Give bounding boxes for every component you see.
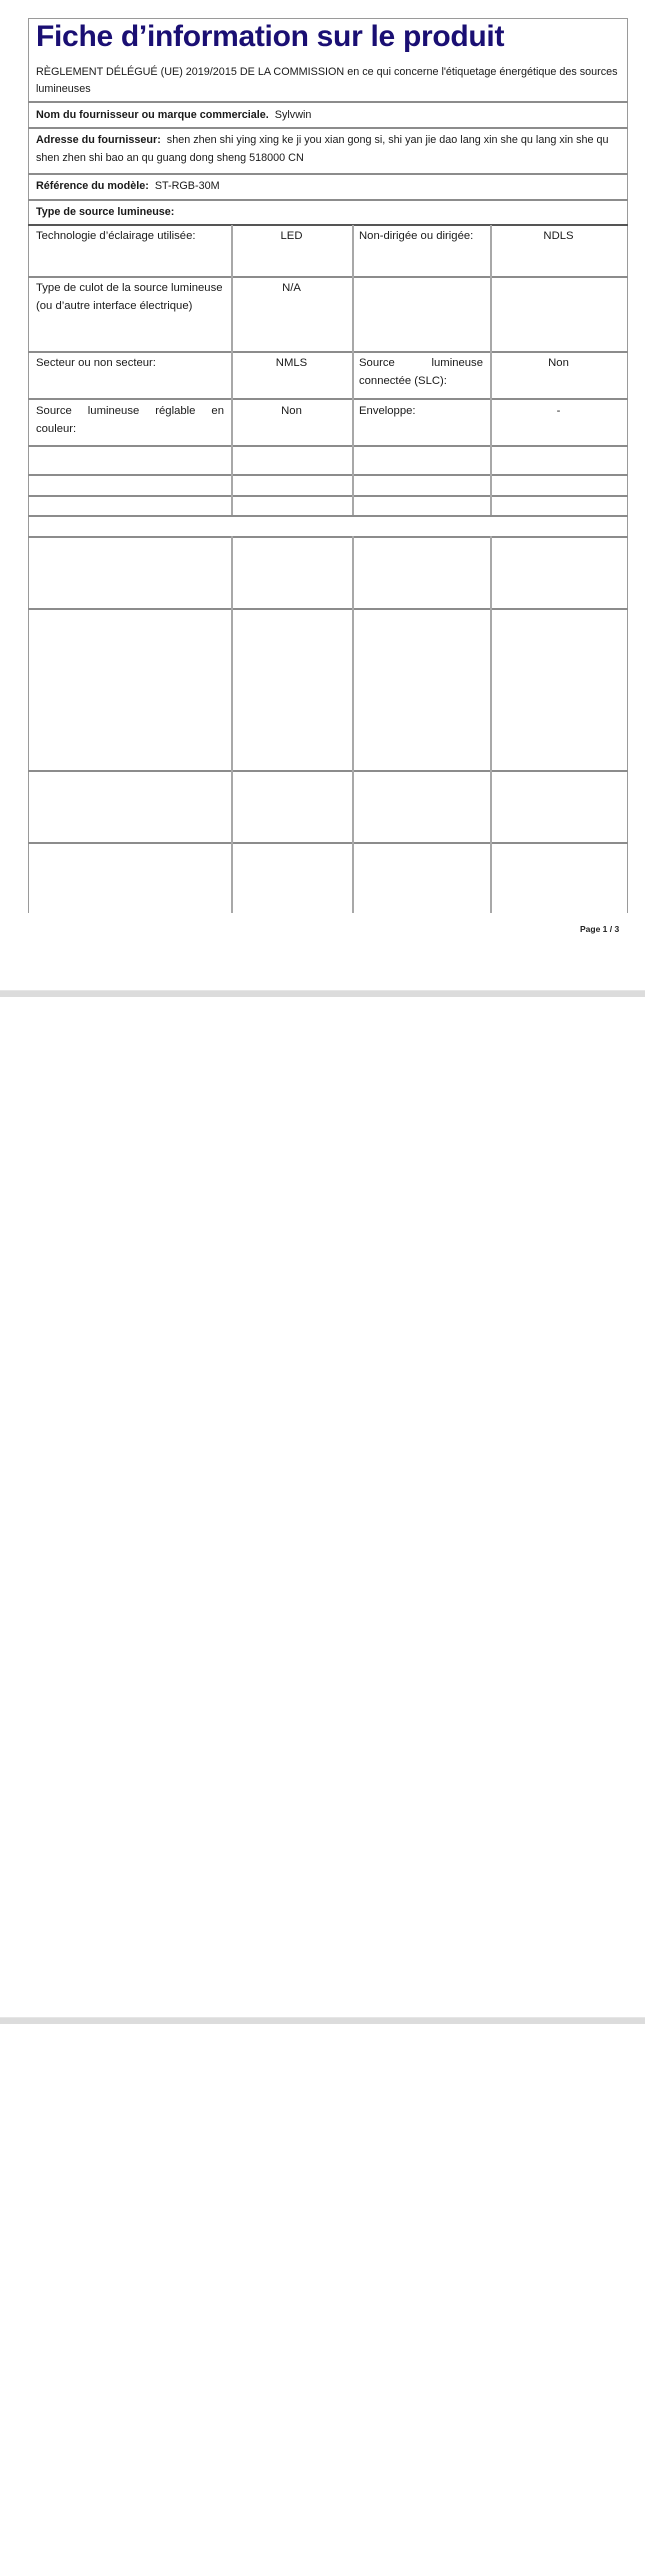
page-separator-2 [0,2017,645,2024]
envelope-value: - [556,405,561,417]
page-1 [0,0,645,990]
supplier-address-label: Adresse du fournisseur: [36,134,161,146]
model-value: ST-RGB-30M [154,180,220,192]
cap-type-label: Type de culot de la source lumineuse (ou d’autre interface électrique) [36,282,223,312]
supplier-name-row [29,105,627,125]
connected-value: Non [548,357,569,369]
envelope-label: Enveloppe: [359,405,416,417]
page-number-1: Page 1 / 3 [580,924,620,934]
directional-value: NDLS [543,230,574,242]
mains-label: Secteur ou non secteur: [36,357,156,369]
cap-type-value: N/A [282,282,301,294]
source-type-header: Type de source lumineuse: [36,206,175,218]
directional-label: Non-dirigée ou dirigée: [359,230,474,242]
mains-value: NMLS [275,357,308,369]
page-title: Fiche d’information sur le produit [36,20,505,53]
regulation-text: RÈGLEMENT DÉLÉGUÉ (UE) 2019/2015 DE LA COMMISSION en ce qui concerne l'étiquetage énergétique des sources lumineuses [36,66,618,95]
model-label: Référence du modèle: [36,180,149,192]
supplier-name-label: Nom du fournisseur ou marque commerciale. [36,109,269,121]
connected-label: Source lumineuse connectée (SLC): [359,357,483,387]
supplier-address-value: shen zhen shi ying xing ke ji you xian gong si, shi yan jie dao lang xin she qu lang xin she qu shen zhen shi bao an qu guang dong sheng 518000 CN [36,134,609,164]
supplier-address-row [29,130,627,167]
tech-label: Technologie d’éclairage utilisée: [36,230,196,242]
color-tunable-label: Source lumineuse réglable en couleur: [36,405,224,435]
model-row [29,176,627,196]
page-separator-1 [0,990,645,997]
color-tunable-value: Non [281,405,302,417]
page-2 [0,998,645,2017]
page-3 [0,2025,645,2560]
supplier-name-value: Sylvwin [274,109,312,121]
tech-value: LED [280,230,303,242]
